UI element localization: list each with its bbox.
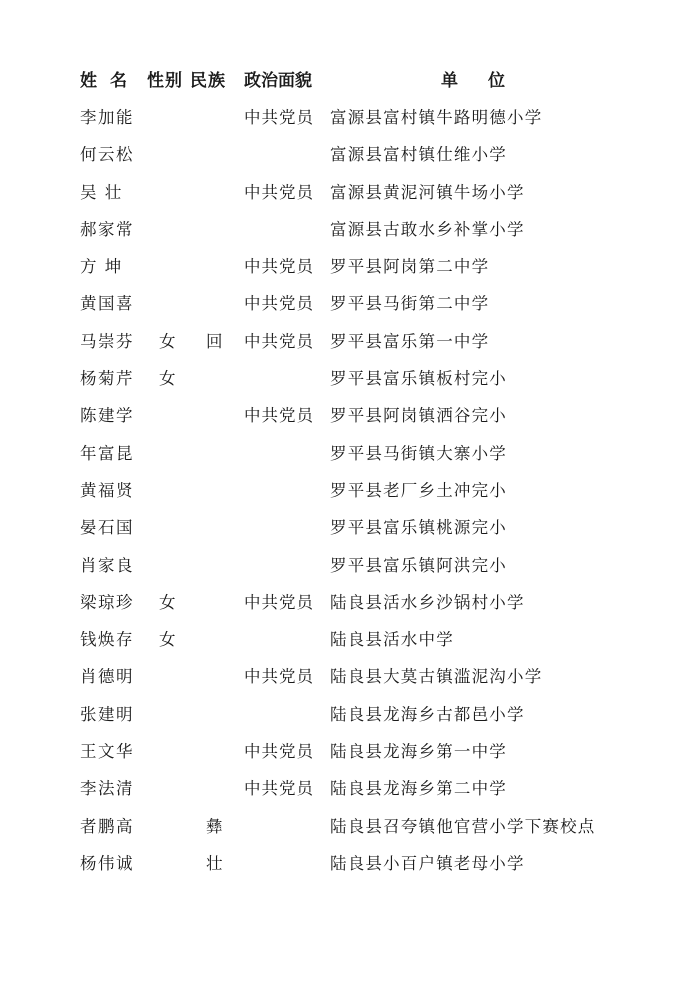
- table-row: [0, 254, 699, 291]
- cell-name: 杨伟诚: [80, 853, 134, 873]
- table-row: [0, 739, 699, 776]
- table-row: [0, 814, 699, 851]
- cell-political-status: 中共党员: [244, 406, 314, 426]
- table-row: [0, 142, 699, 179]
- table-row: [0, 105, 699, 142]
- cell-name: 张建明: [80, 704, 134, 724]
- table-row: [0, 366, 699, 403]
- cell-unit: 陆良县龙海乡古都邑小学: [330, 704, 525, 724]
- cell-unit: 罗平县富乐镇板村完小: [330, 369, 507, 389]
- cell-unit: 陆良县活水乡沙锅村小学: [330, 592, 525, 612]
- table-body: [0, 105, 699, 888]
- table-row: [0, 590, 699, 627]
- cell-name: 钱焕存: [80, 630, 134, 650]
- cell-gender: 女: [159, 630, 176, 650]
- cell-unit: 罗平县阿岗第二中学: [330, 257, 490, 277]
- cell-political-status: 中共党员: [244, 742, 314, 762]
- cell-name: 黄国喜: [80, 294, 134, 314]
- table-row: [0, 627, 699, 664]
- header-name: 姓名: [80, 71, 140, 91]
- cell-unit: 罗平县老厂乡土冲完小: [330, 480, 507, 500]
- cell-unit: 陆良县龙海乡第二中学: [330, 779, 507, 799]
- table-row: [0, 776, 699, 813]
- cell-unit: 陆良县龙海乡第一中学: [330, 742, 507, 762]
- cell-name: 方 坤: [80, 257, 123, 277]
- cell-political-status: 中共党员: [244, 331, 314, 351]
- cell-ethnicity: 彝: [206, 816, 223, 836]
- cell-gender: 女: [159, 369, 176, 389]
- cell-name: 肖德明: [80, 667, 134, 687]
- header-ethnicity: 民族: [190, 71, 226, 91]
- cell-unit: 陆良县大莫古镇滥泥沟小学: [330, 667, 543, 687]
- cell-name: 年富昆: [80, 443, 134, 463]
- cell-name: 李法清: [80, 779, 134, 799]
- table-row: [0, 291, 699, 328]
- cell-name: 吴 壮: [80, 182, 123, 202]
- cell-gender: 女: [159, 592, 176, 612]
- cell-unit: 陆良县活水中学: [330, 630, 454, 650]
- table-row: [0, 664, 699, 701]
- cell-ethnicity: 壮: [206, 853, 223, 873]
- cell-name: 马崇芬: [80, 331, 134, 351]
- cell-unit: 罗平县富乐镇阿洪完小: [330, 555, 507, 575]
- table-row: [0, 180, 699, 217]
- cell-name: 肖家良: [80, 555, 134, 575]
- cell-political-status: 中共党员: [244, 108, 314, 127]
- cell-ethnicity: 回: [206, 331, 223, 351]
- cell-unit: 陆良县小百户镇老母小学: [330, 853, 525, 873]
- cell-unit: 富源县古敢水乡补掌小学: [330, 219, 525, 239]
- cell-unit: 罗平县富乐镇桃源完小: [330, 518, 507, 538]
- table-header: [0, 66, 699, 94]
- cell-unit: 富源县黄泥河镇牛场小学: [330, 182, 525, 202]
- header-unit: 单位: [441, 71, 535, 91]
- table-row: [0, 553, 699, 590]
- header-gender: 性别: [147, 71, 183, 91]
- cell-political-status: 中共党员: [244, 779, 314, 799]
- cell-political-status: 中共党员: [244, 182, 314, 202]
- table-row: [0, 441, 699, 478]
- cell-unit: 陆良县召夸镇他官营小学下赛校点: [330, 816, 596, 836]
- cell-unit: 罗平县马街第二中学: [330, 294, 490, 314]
- cell-unit: 富源县富村镇牛路明德小学: [330, 108, 543, 127]
- cell-political-status: 中共党员: [244, 294, 314, 314]
- table-row: [0, 851, 699, 888]
- cell-name: 陈建学: [80, 406, 134, 426]
- cell-name: 黄福贤: [80, 480, 134, 500]
- cell-political-status: 中共党员: [244, 257, 314, 277]
- cell-political-status: 中共党员: [244, 592, 314, 612]
- table-row: [0, 217, 699, 254]
- table-row: [0, 478, 699, 515]
- cell-name: 何云松: [80, 145, 134, 165]
- cell-name: 王文华: [80, 742, 134, 762]
- header-political-status: 政治面貌: [244, 71, 312, 91]
- cell-political-status: 中共党员: [244, 667, 314, 687]
- cell-unit: 富源县富村镇仕维小学: [330, 145, 507, 165]
- cell-unit: 罗平县富乐第一中学: [330, 331, 490, 351]
- cell-gender: 女: [159, 331, 176, 351]
- cell-name: 梁琼珍: [80, 592, 134, 612]
- cell-name: 李加能: [80, 108, 134, 127]
- table-row: [0, 702, 699, 739]
- table-row: [0, 329, 699, 366]
- cell-unit: 罗平县马街镇大寨小学: [330, 443, 507, 463]
- table-row: [0, 515, 699, 552]
- cell-name: 郝家常: [80, 219, 134, 239]
- table-row: [0, 403, 699, 440]
- cell-unit: 罗平县阿岗镇洒谷完小: [330, 406, 507, 426]
- cell-name: 者鹏高: [80, 816, 134, 836]
- cell-name: 杨菊芹: [80, 369, 134, 389]
- cell-name: 晏石国: [80, 518, 134, 538]
